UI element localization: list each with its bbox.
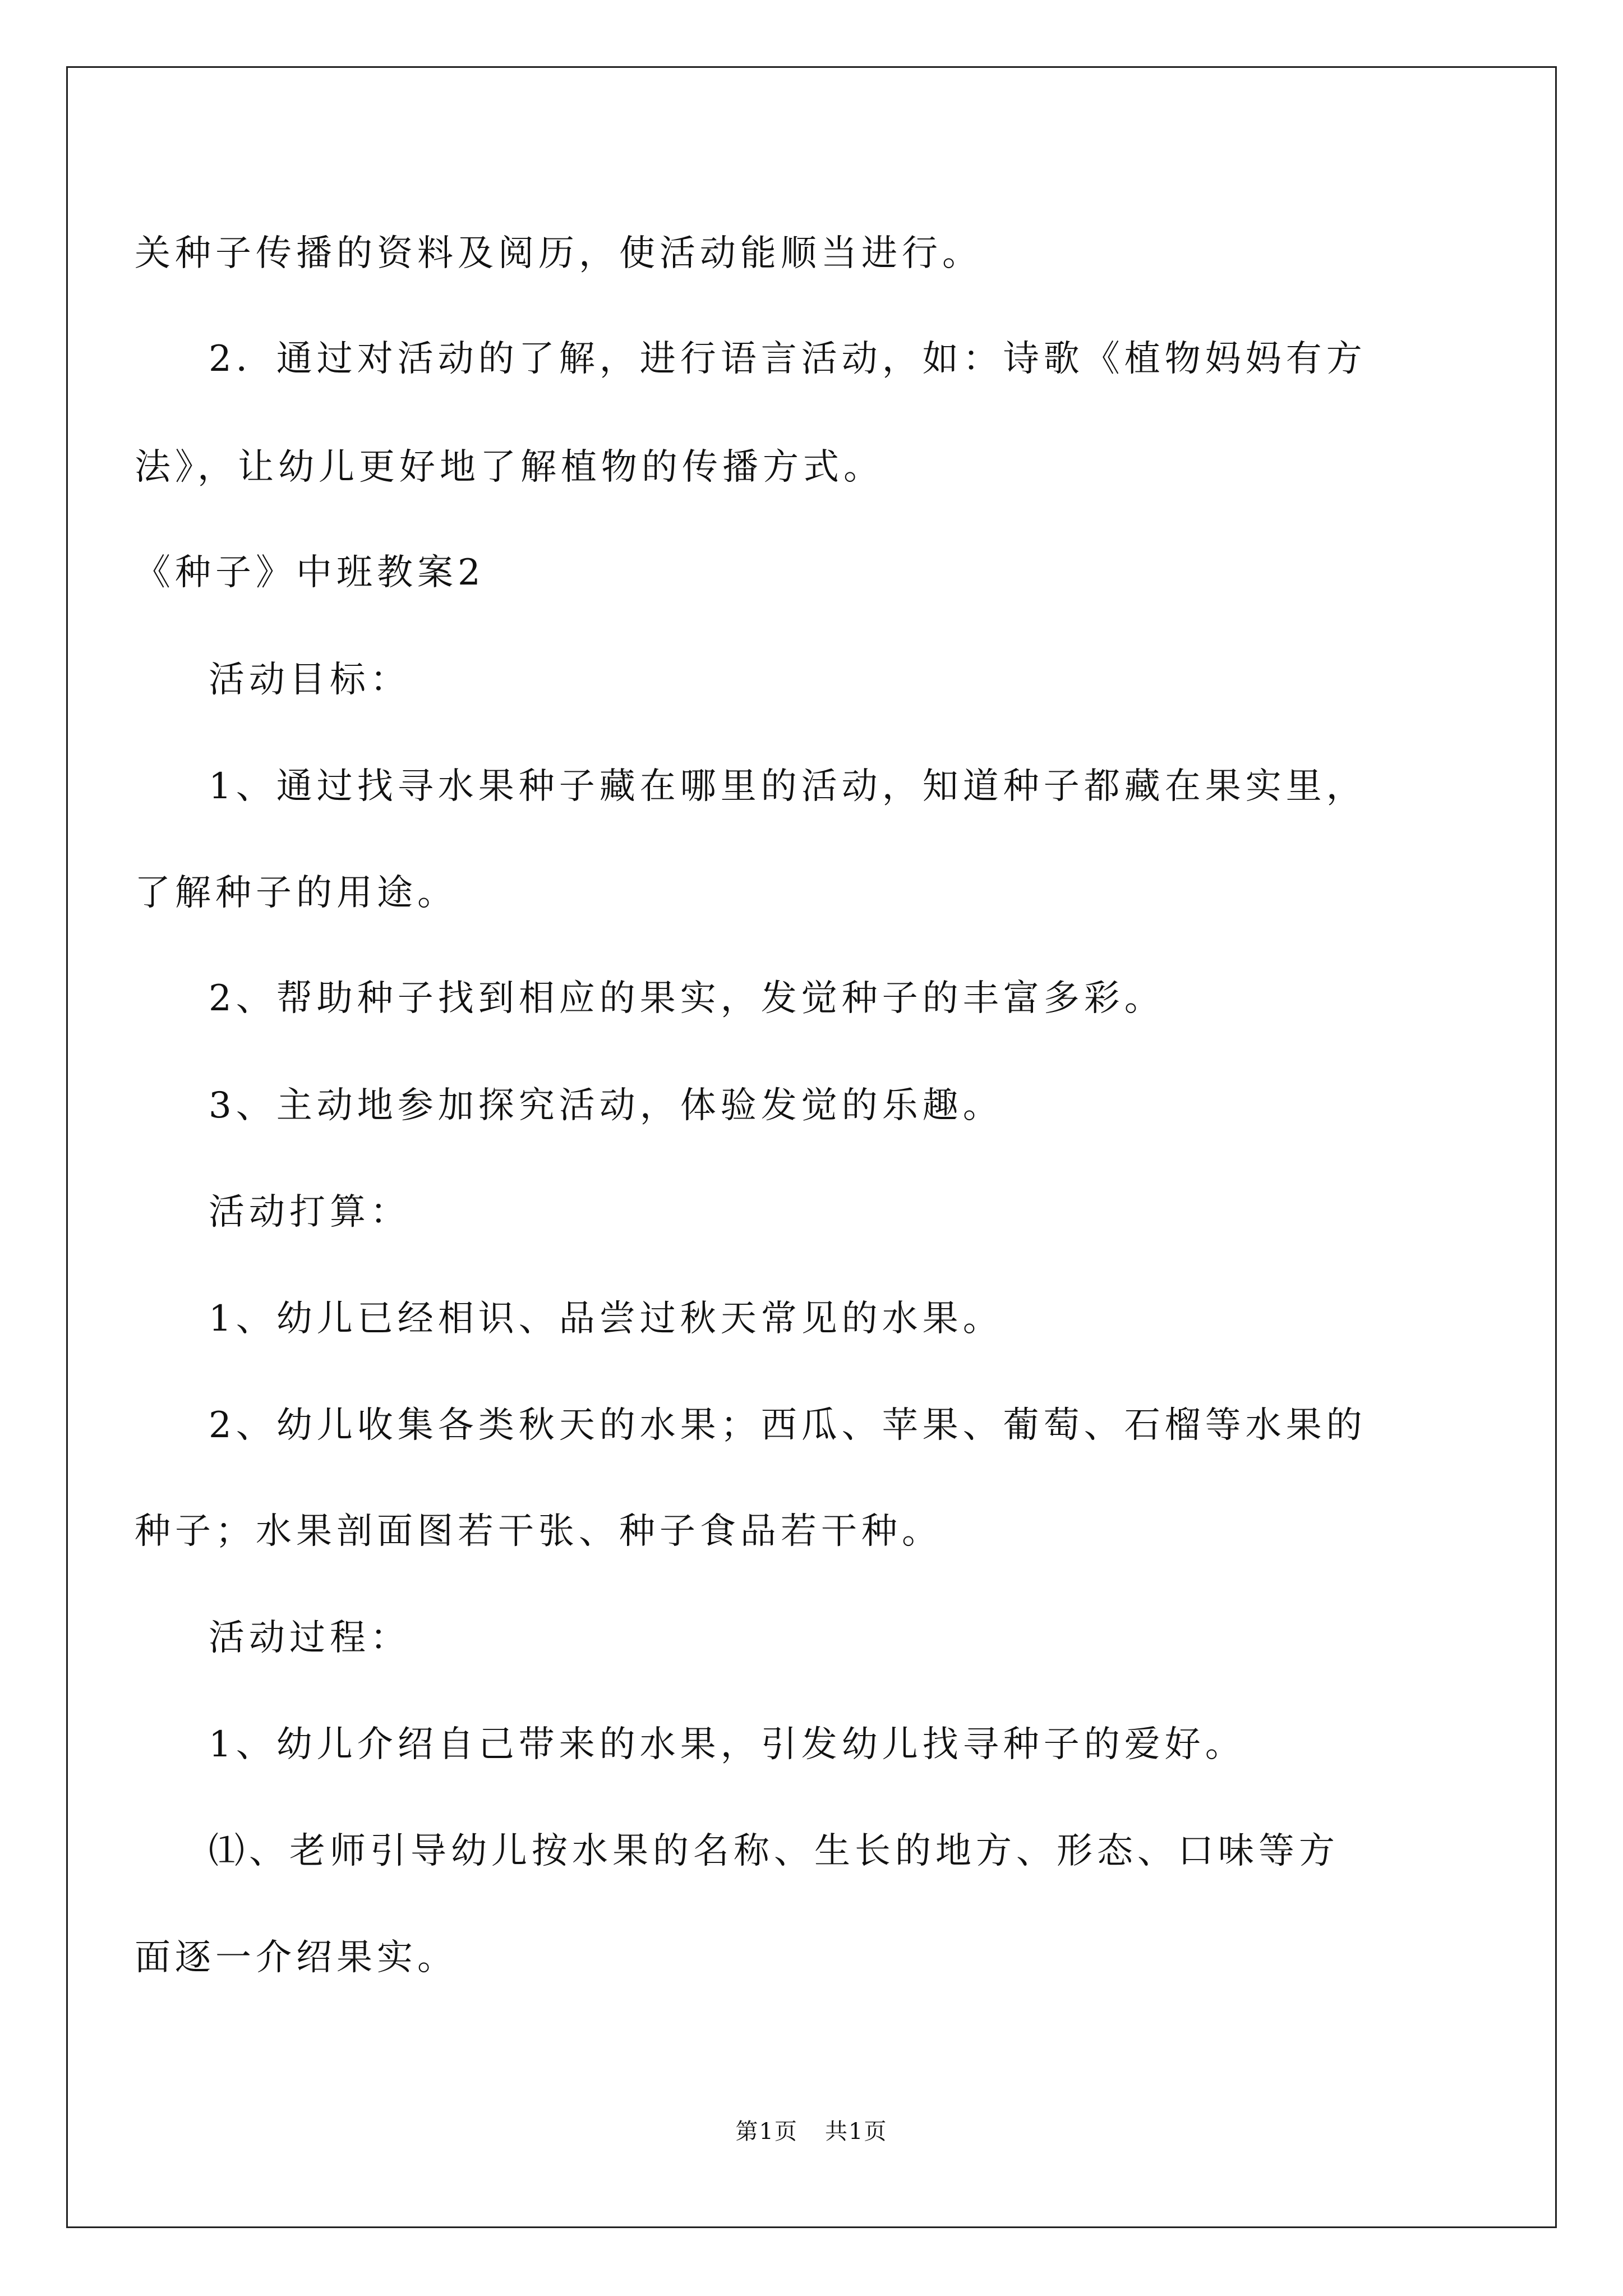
section-heading: 《种子》中班教案2 (135, 552, 485, 593)
text-line: 活动目标： (209, 659, 411, 701)
text-line: 了解种子的用途。 (135, 872, 458, 914)
text-line: 关种子传播的资料及阅历，使活动能顺当进行。 (135, 233, 983, 274)
page-total: 共1页 (825, 2119, 888, 2145)
text-line: 1、幼儿介绍自己带来的水果，引发幼儿找寻种子的爱好。 (209, 1724, 1246, 1765)
text-line: 活动过程： (209, 1617, 411, 1659)
text-line: 2．通过对活动的了解，进行语言活动，如：诗歌《植物妈妈有方 (209, 338, 1367, 380)
text-line: ⑴、老师引导幼儿按水果的名称、生长的地方、形态、口味等方 (209, 1830, 1339, 1872)
text-line: 面逐一介绍果实。 (135, 1937, 458, 1978)
page-footer (0, 2118, 1623, 2146)
text-line: 3、主动地参加探究活动，体验发觉的乐趣。 (209, 1085, 1003, 1126)
text-line: 种子；水果剖面图若干张、种子食品若干种。 (135, 1511, 942, 1552)
text-line: 2、幼儿收集各类秋天的水果；西瓜、苹果、葡萄、石榴等水果的 (209, 1405, 1367, 1446)
text-line: 2、帮助种子找到相应的果实，发觉种子的丰富多彩。 (209, 978, 1165, 1019)
page-number: 第1页 (735, 2119, 798, 2145)
text-line: 活动打算： (209, 1191, 411, 1233)
text-line: 法》，让幼儿更好地了解植物的传播方式。 (135, 447, 884, 488)
text-line: 1、幼儿已经相识、品尝过秋天常见的水果。 (209, 1298, 1003, 1340)
text-line: 1、通过找寻水果种子藏在哪里的活动，知道种子都藏在果实里， (209, 766, 1367, 807)
